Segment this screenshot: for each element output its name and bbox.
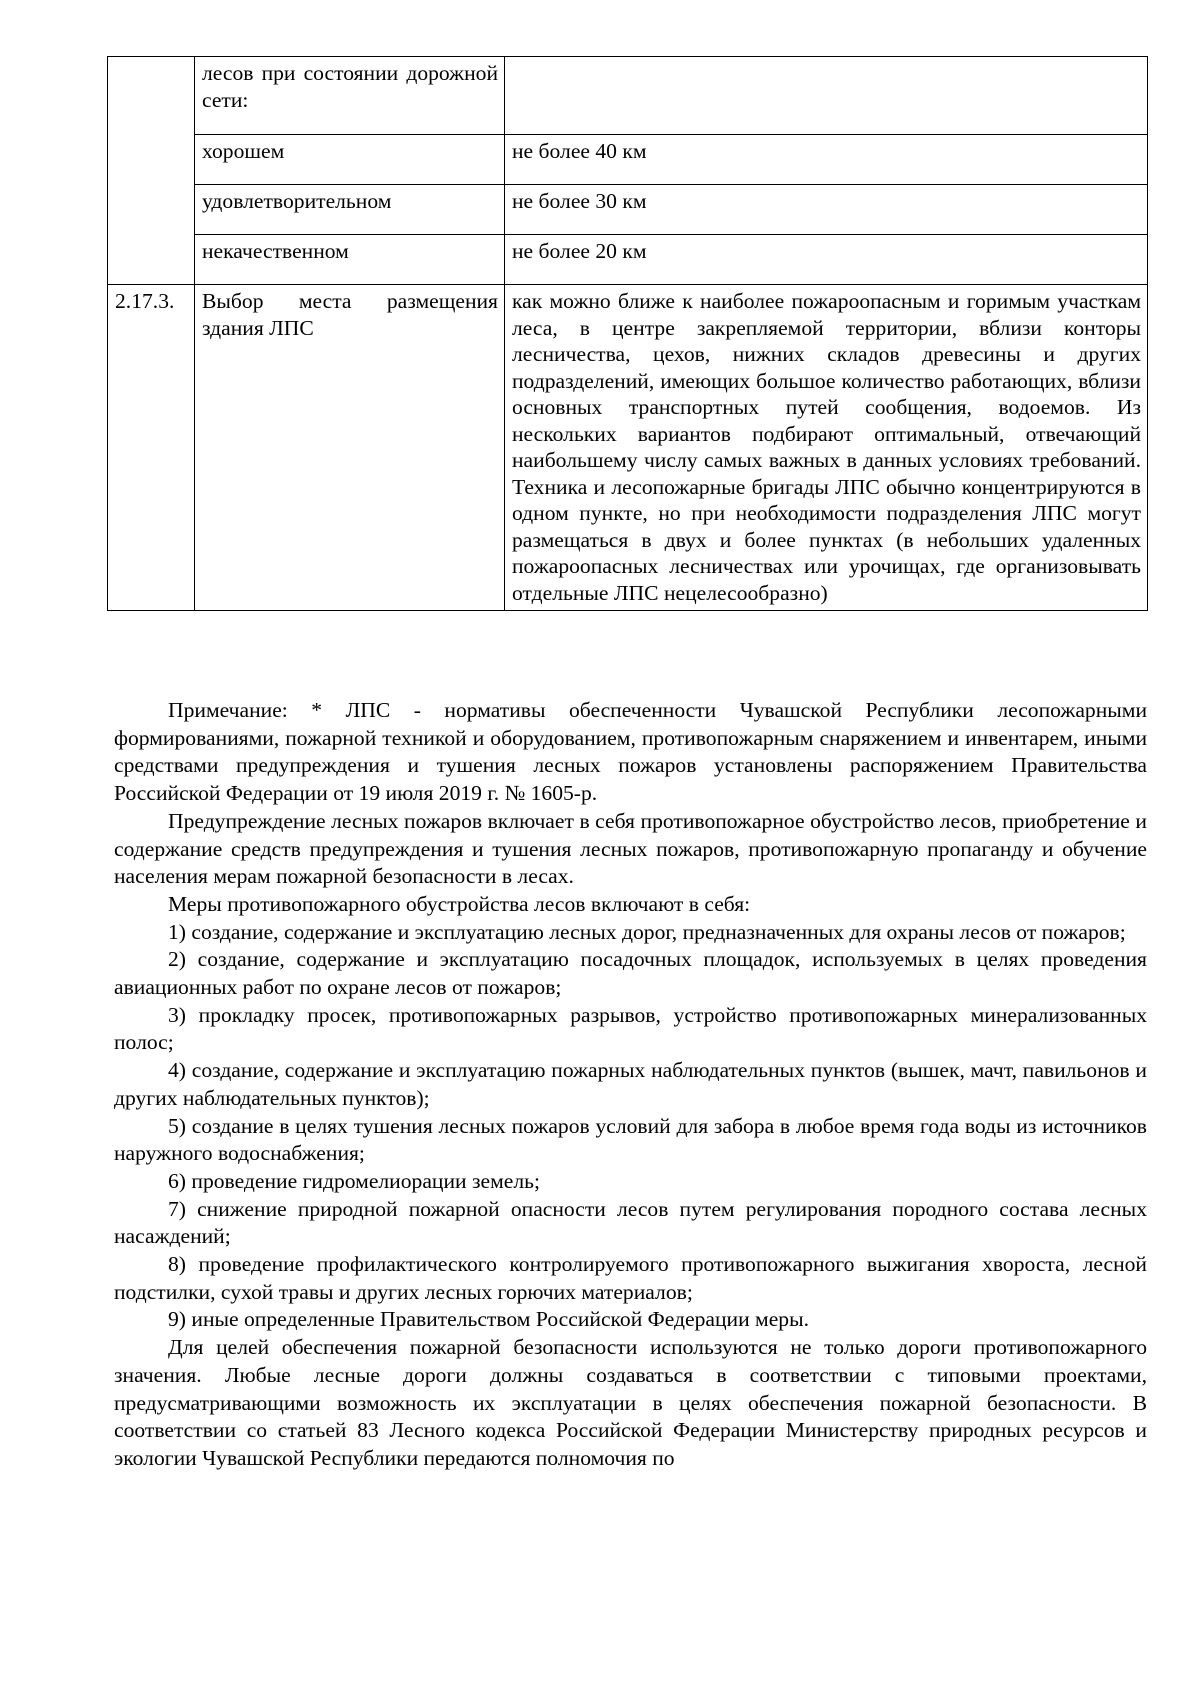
- row-value-cell: не более 20 км: [505, 235, 1148, 285]
- row-value-cell: не более 30 км: [505, 185, 1148, 235]
- list-item: 1) создание, содержание и эксплуатацию лесных дорог, предназначенных для охраны лесов от пожаров;: [168, 919, 1126, 944]
- list-item: 9) иные определенные Правительством Российской Федерации меры.: [168, 1307, 810, 1332]
- list-item: 4) создание, содержание и эксплуатацию пожарных наблюдательных пунктов (вышек, мачт, павильонов и других наблюдательных пунктов);: [114, 1058, 1147, 1110]
- paragraph: Предупреждение лесных пожаров включает в себя противопожарное обустройство лесов, приобретение и содержание средств предупреждения и тушения лесных пожаров, противопожарную пропаганду и обучение населения мерам пожарной безопасности в лесах.: [114, 808, 1147, 889]
- norms-table: [107, 56, 1148, 611]
- row-value-cell: [505, 57, 1148, 135]
- row-value-cell: не более 40 км: [505, 135, 1148, 185]
- row-number-cell: 2.17.3.: [108, 285, 195, 611]
- row-value-cell: как можно ближе к наиболее пожароопасным и горимым участкам леса, в центре закрепляемой территории, вблизи конторы лесничества, цехов, нижних складов древесины и других подразделений, имеющих большое количество работающих, вблизи основных транспортных путей сообщения, водоемов. Из нескольких вариантов подбирают оптимальный, отвечающий наибольшему числу самых важных в данных условиях требований. Техника и лесопожарные бригады ЛПС обычно концентрируются в одном пункте, но при необходимости подразделения ЛПС могут размещаться в двух и более пунктах (в небольших удаленных пожароопасных лесничествах или урочищах, где организовывать отдельные ЛПС нецелесообразно): [505, 285, 1148, 611]
- list-item: 2) создание, содержание и эксплуатацию посадочных площадок, используемых в целях проведения авиационных работ по охране лесов от пожаров;: [114, 947, 1147, 1000]
- table-row: [108, 285, 1148, 611]
- table-row: [108, 185, 1148, 235]
- table-row: [108, 57, 1148, 135]
- note-paragraph: Примечание: * ЛПС - нормативы обеспеченности Чувашской Республики лесопожарными формированиями, пожарной техникой и оборудованием, противопожарным снаряжением и инвентарем, иными средствами предупреждения и тушения лесных пожаров установлены распоряжением Правительства Российской Федерации от 19 июля 2019 г. № 1605-р.: [114, 698, 1147, 806]
- row-label-cell: удовлетворительном: [195, 185, 505, 235]
- row-label-cell: хорошем: [195, 135, 505, 185]
- row-label-cell: некачественном: [195, 235, 505, 285]
- list-item: 7) снижение природной пожарной опасности лесов путем регулирования породного состава лесных насаждений;: [114, 1196, 1147, 1249]
- row-label-cell: Выбор места размещения здания ЛПС: [195, 285, 505, 611]
- paragraph: Меры противопожарного обустройства лесов включают в себя:: [168, 891, 751, 916]
- paragraph: Для целей обеспечения пожарной безопасности используются не только дороги противопожарного значения. Любые лесные дороги должны создаваться в соответствии с типовыми проектами, предусматривающими возможность их эксплуатации в целях обеспечения пожарной безопасности. В соответствии со статьей 83 Лесного кодекса Российской Федерации Министерству природных ресурсов и экологии Чувашской Республики передаются полномочия по: [114, 1335, 1147, 1470]
- list-item: 5) создание в целях тушения лесных пожаров условий для забора в любое время года воды из источников наружного водоснабжения;: [114, 1113, 1147, 1166]
- table-row: [108, 135, 1148, 185]
- row-label-cell: лесов при состоянии дорожной сети:: [195, 57, 505, 135]
- list-item: 3) прокладку просек, противопожарных разрывов, устройство противопожарных минерализованных полос;: [114, 1002, 1147, 1055]
- body-text: [114, 697, 1147, 1473]
- table-row: [108, 235, 1148, 285]
- row-number-cell: [108, 57, 195, 285]
- list-item: 6) проведение гидромелиорации земель;: [168, 1168, 540, 1193]
- list-item: 8) проведение профилактического контролируемого противопожарного выжигания хвороста, лесной подстилки, сухой травы и других лесных горючих материалов;: [114, 1252, 1147, 1304]
